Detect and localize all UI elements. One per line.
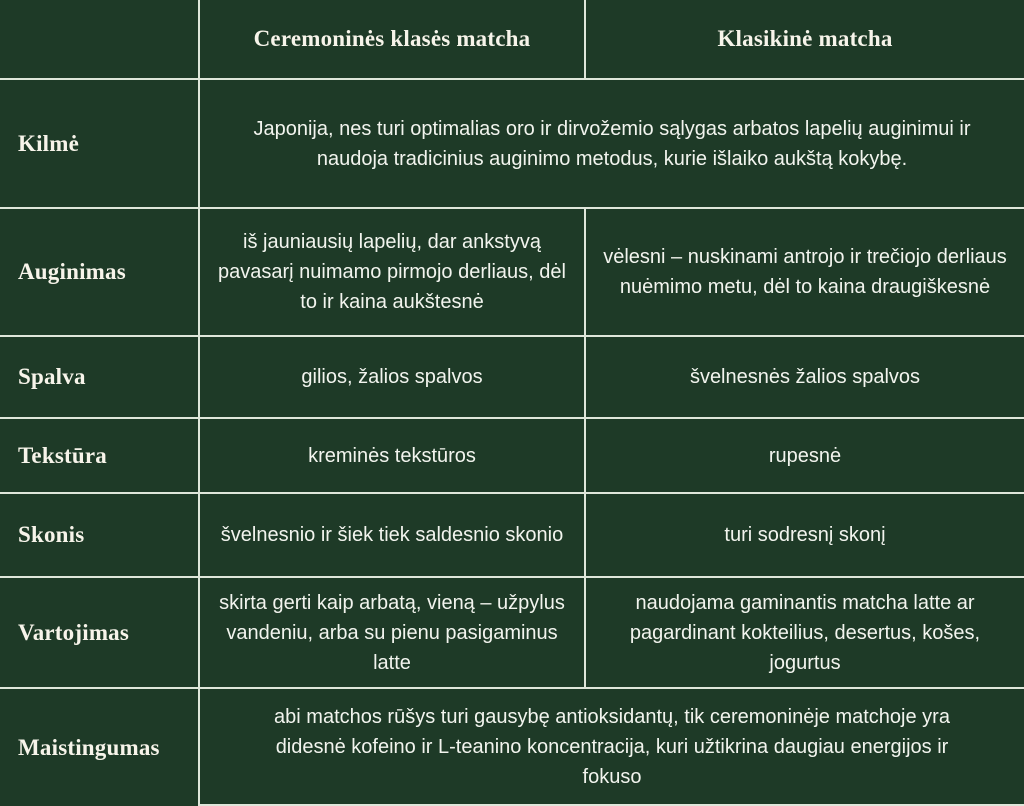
cell-skonis-ceremonial: švelnesnio ir šiek tiek saldesnio skonio xyxy=(200,494,586,576)
cell-tekstura-classic: rupesnė xyxy=(768,444,842,467)
header-classic-matcha: Klasikinė matcha xyxy=(717,26,893,51)
row-label-skonis: Skonis xyxy=(0,494,200,576)
cell-maistingumas-merged: abi matchos rūšys turi gausybę antioksidantų, tik ceremoninėje matchoje yra didesnė kofeino ir L-teanino koncentracija, kuri užtikrina daugiau energijos ir fokuso xyxy=(200,689,1024,806)
table-row-tekstura xyxy=(0,417,1024,492)
table-row-kilme xyxy=(0,78,1024,207)
header-ceremonial-matcha: Ceremoninės klasės matcha xyxy=(200,0,586,78)
cell-vartojimas-ceremonial: skirta gerti kaip arbatą, vieną – užpylus vandeniu, arba su pienu pasigaminus latte xyxy=(200,578,586,687)
cell-skonis-classic: turi sodresnį skonį xyxy=(724,524,886,546)
header-corner-cell xyxy=(0,0,200,78)
table-row-maistingumas xyxy=(0,687,1024,806)
table-row-skonis xyxy=(0,492,1024,576)
row-label-maistingumas: Maistingumas xyxy=(0,689,200,806)
table-row-auginimas xyxy=(0,207,1024,335)
row-label-tekstura: Tekstūra xyxy=(0,419,200,492)
cell-tekstura-ceremonial: kreminės tekstūros xyxy=(200,419,586,492)
table-row-spalva xyxy=(0,335,1024,417)
row-label-spalva: Spalva xyxy=(0,337,200,417)
table-row-vartojimas xyxy=(0,576,1024,687)
cell-kilme-merged: Japonija, nes turi optimalias oro ir dirvožemio sąlygas arbatos lapelių auginimui ir naudoja tradicinius auginimo metodus, kurie išlaiko aukštą kokybę. xyxy=(253,117,971,170)
row-label-auginimas: Auginimas xyxy=(0,209,200,335)
cell-spalva-classic: švelnesnės žalios spalvos xyxy=(689,366,921,388)
cell-auginimas-ceremonial: iš jauniausių lapelių, dar ankstyvą pavasarį nuimamo pirmojo derliaus, dėl to ir kaina aukštesnė xyxy=(200,209,586,335)
cell-vartojimas-classic: naudojama gaminantis matcha latte ar pagardinant kokteilius, desertus, košes, jogurtus xyxy=(629,591,981,674)
row-label-kilme: Kilmė xyxy=(0,80,200,207)
cell-auginimas-classic: vėlesni – nuskinami antrojo ir trečiojo derliaus nuėmimo metu, dėl to kaina draugiškesnė xyxy=(603,246,1007,298)
table-header-row xyxy=(0,0,1024,78)
row-label-vartojimas: Vartojimas xyxy=(0,578,200,687)
cell-spalva-ceremonial: gilios, žalios spalvos xyxy=(200,337,586,417)
